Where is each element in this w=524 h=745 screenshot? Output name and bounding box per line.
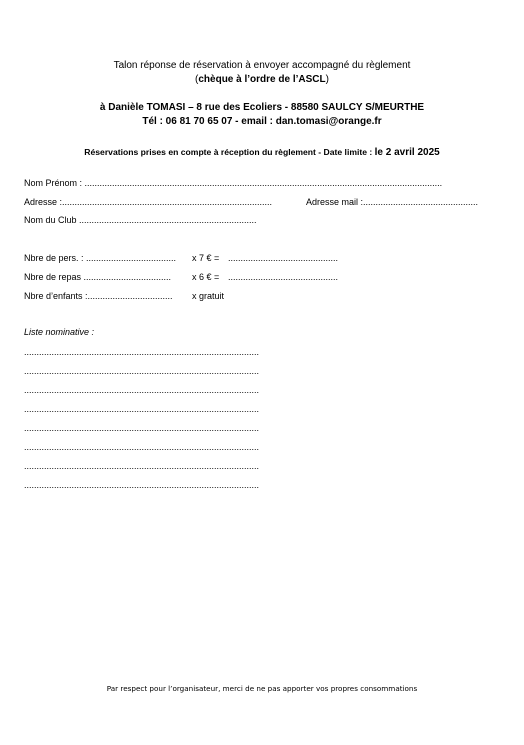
list-title: Liste nominative : [24,327,95,337]
cheque-order: chèque à l’ordre de l’ASCL [198,74,326,85]
pers-price: x 7 € = [192,253,220,263]
field-adresse[interactable]: Adresse :.................................................................................... [24,197,273,207]
repas-price: x 6 € = [192,272,220,282]
deadline-text: Réservations prises en compte à réception du règlement - Date limite : [84,147,375,157]
field-nbre-pers[interactable]: Nbre de pers. : .................................... [24,253,177,263]
field-nbre-repas[interactable]: Nbre de repas ................................... [24,272,172,282]
list-line[interactable]: .............................................................................................. [24,347,260,357]
field-nom-prenom[interactable]: Nom Prénom : ............................................................................................................................................... [24,178,443,188]
header-line-1: Talon réponse de réservation à envoyer accompagné du règlement [113,60,411,71]
list-line[interactable]: .............................................................................................. [24,461,260,471]
header-line-2 [0,74,524,85]
paren-close: ) [325,74,329,85]
list-line[interactable]: .............................................................................................. [24,366,260,376]
list-line[interactable]: .............................................................................................. [24,480,260,490]
mailing-address: à Danièle TOMASI – 8 rue des Ecoliers - 88580 SAULCY S/MEURTHE [99,102,425,113]
enfants-price: x gratuit [192,291,225,301]
list-line[interactable]: .............................................................................................. [24,442,260,452]
field-nom-club[interactable]: Nom du Club ....................................................................... [24,215,257,225]
field-adresse-mail[interactable]: Adresse mail :.............................................. [306,197,479,207]
list-line[interactable]: .............................................................................................. [24,385,260,395]
deadline-date: le 2 avril 2025 [374,147,440,158]
contact-info: Tél : 06 81 70 65 07 - email : dan.tomasi@orange.fr [142,116,382,127]
list-line[interactable]: .............................................................................................. [24,423,260,433]
paren-open: ( [195,74,199,85]
footer-note: Par respect pour l’organisateur, merci de ne pas apporter vos propres consommations [106,684,418,693]
list-line[interactable]: .............................................................................................. [24,404,260,414]
repas-total[interactable]: ............................................ [228,272,339,282]
field-nbre-enfants[interactable]: Nbre d’enfants :.................................. [24,291,173,301]
pers-total[interactable]: ............................................ [228,253,339,263]
deadline-line [0,147,524,158]
